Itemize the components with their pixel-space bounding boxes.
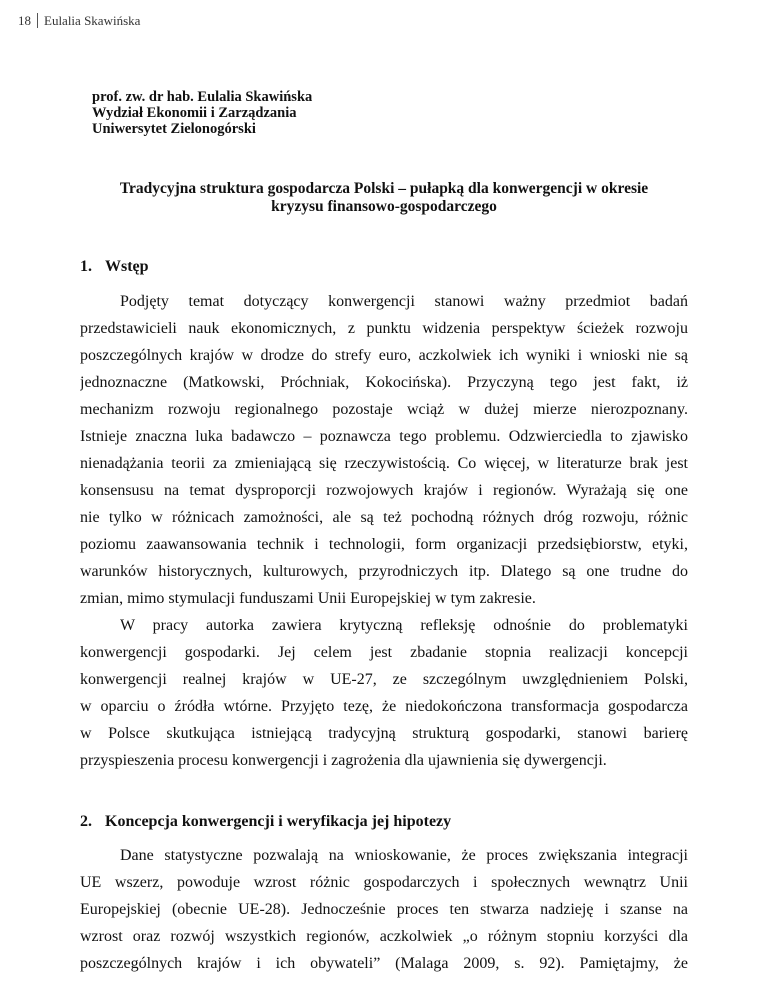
section-2-body [80,842,688,977]
text-line: w Polsce skutkująca istniejącą tradycyjną strukturą gospodarki, stanowi barierę [80,725,688,742]
text-line: Europejskiej (obecnie UE-28). Jednocześnie proces ten stwarza nadzieję i szanse na [80,901,688,918]
university: Uniwersytet Zielonogórski [92,121,256,137]
text-line: nienadążania teorii za zmieniającą się rzeczywistością. Co więcej, w literaturze brak jest [80,455,688,472]
text-line: poszczególnych krajów i ich obywateli” (Malaga 2009, s. 92). Pamiętajmy, że [80,955,688,972]
section-2-heading [80,812,451,832]
author-affiliation [92,89,312,137]
running-header [18,13,140,29]
header-divider [37,13,38,28]
text-line: przyspieszenia procesu konwergencji i zagrożenia dla ujawnienia się dywergencji. [80,752,607,769]
text-line: warunków historycznych, kulturowych, przyrodniczych itp. Dlatego są one trudne do [80,563,688,580]
text-line: konsensusu na temat dysproporcji rozwojowych krajów i regionów. Wyrażają się one [80,482,688,499]
section-1-body [80,288,688,774]
page-number: 18 [18,13,31,28]
faculty: Wydział Ekonomii i Zarządzania [92,105,297,121]
author-name: prof. zw. dr hab. Eulalia Skawińska [92,89,313,105]
text-line: jednoznaczne (Matkowski, Próchniak, Kokocińska). Przyczyną tego jest fakt, iż [80,374,688,391]
text-line: wzrost oraz rozwój wszystkich regionów, aczkolwiek „o różnym stopniu korzyści dla [80,928,688,945]
paper-title [80,180,688,216]
text-line: przedstawicieli nauk ekonomicznych, z punktu widzenia perspektyw ścieżek rozwoju [80,320,688,337]
text-line: Podjęty temat dotyczący konwergencji stanowi ważny przedmiot badań [120,293,688,310]
section-title: Wstęp [105,258,149,275]
text-line: w oparciu o źródła wtórne. Przyjęto tezę, że niedokończona transformacja gospodarcza [80,698,688,715]
text-line: mechanizm rozwoju regionalnego pozostaje wciąż w dużej mierze nierozpoznany. [80,401,688,418]
text-line: nie tylko w różnicach zamożności, ale są też pochodną różnych dróg rozwoju, różnic [80,509,688,526]
text-line: konwergencji gospodarki. Jej celem jest zbadanie stopnia realizacji koncepcji [80,644,688,661]
text-line: Dane statystyczne pozwalają na wnioskowanie, że proces zwiększania integracji [120,847,688,864]
text-line: konwergencji realnej krajów w UE-27, ze szczególnym uwzględnieniem Polski, [80,671,688,688]
section-number: 1. [80,258,92,275]
section-1-heading [80,257,149,277]
header-author: Eulalia Skawińska [44,13,141,28]
text-line: UE wszerz, powoduje wzrost różnic gospodarczych i społecznych wewnątrz Unii [80,874,688,891]
title-line: Tradycyjna struktura gospodarcza Polski – pułapką dla konwergencji w okresie [119,180,649,197]
section-title: Koncepcja konwergencji i weryfikacja jej hipotezy [105,813,452,830]
text-line: Istnieje znaczna luka badawczo – poznawcza tego problemu. Odzwierciedla to zjawisko [80,428,688,445]
title-line: kryzysu finansowo-gospodarczego [271,198,497,215]
text-line: poziomu zaawansowania technik i technologii, form organizacji przedsiębiorstw, etyki, [80,536,688,553]
text-line: W pracy autorka zawiera krytyczną refleksję odnośnie do problematyki [120,617,688,634]
text-line: poszczególnych krajów w drodze do strefy euro, aczkolwiek ich wyniki i wnioski nie są [80,347,688,364]
section-number: 2. [80,813,92,830]
text-line: zmian, mimo stymulacji funduszami Unii Europejskiej w tym zakresie. [80,590,536,607]
